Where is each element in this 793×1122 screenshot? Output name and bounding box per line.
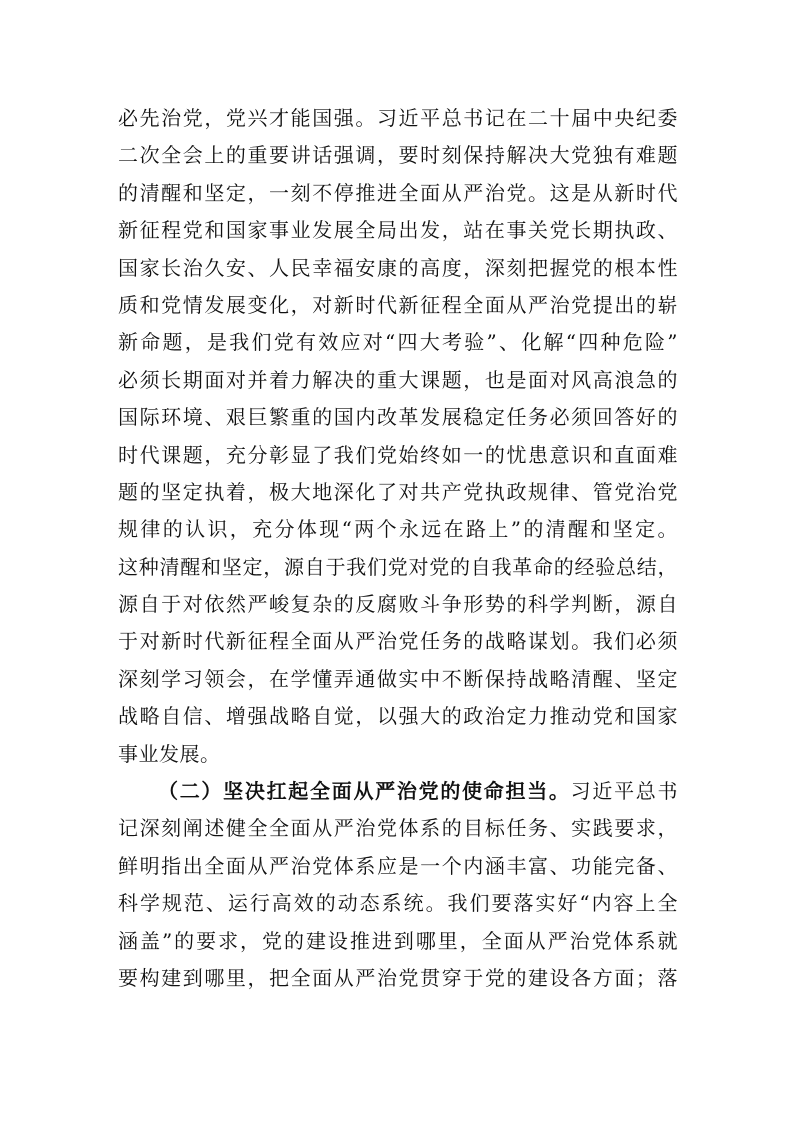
text-line: 于对新时代新征程全面从严治党任务的战略谋划。我们必须 bbox=[118, 629, 678, 654]
text-line: 要构建到哪里，把全面从严治党贯穿于党的建设各方面；落 bbox=[118, 965, 678, 990]
text-line: 事业发展。 bbox=[118, 741, 221, 766]
text-line: 国际环境、艰巨繁重的国内改革发展稳定任务必须回答好的 bbox=[118, 405, 678, 430]
text-line: 涵盖”的要求，党的建设推进到哪里，全面从严治党体系就 bbox=[118, 928, 678, 953]
text-line: 新征程党和国家事业发展全局出发，站在事关党长期执政、 bbox=[118, 218, 678, 243]
text-line: 质和党情发展变化，对新时代新征程全面从严治党提出的崭 bbox=[118, 292, 678, 317]
text-line: 源自于对依然严峻复杂的反腐败斗争形势的科学判断，源自 bbox=[118, 592, 678, 617]
text-span: 习近平总书 bbox=[570, 779, 679, 804]
text-line: 记深刻阐述健全全面从严治党体系的目标任务、实践要求， bbox=[118, 816, 678, 841]
text-line: 规律的认识，充分体现“两个永远在路上”的清醒和坚定。 bbox=[118, 517, 678, 542]
text-line: 必须长期面对并着力解决的重大课题，也是面对风高浪急的 bbox=[118, 367, 678, 392]
document-body bbox=[118, 100, 678, 997]
section-heading: （二）坚决扛起全面从严治党的使命担当。 bbox=[158, 779, 571, 804]
text-line: 二次全会上的重要讲话强调，要时刻保持解决大党独有难题 bbox=[118, 143, 678, 168]
text-line-with-heading bbox=[118, 773, 678, 810]
text-line: 科学规范、运行高效的动态系统。我们要落实好“内容上全 bbox=[118, 891, 678, 916]
text-line: 国家长治久安、人民幸福安康的高度，深刻把握党的根本性 bbox=[118, 255, 678, 280]
paragraph-2 bbox=[118, 773, 678, 997]
text-line: 鲜明指出全面从严治党体系应是一个内涵丰富、功能完备、 bbox=[118, 853, 678, 878]
text-line: 必先治党，党兴才能国强。习近平总书记在二十届中央纪委 bbox=[118, 106, 678, 130]
text-line: 这种清醒和坚定，源自于我们党对党的自我革命的经验总结， bbox=[118, 554, 678, 579]
text-line: 战略自信、增强战略自觉，以强大的政治定力推动党和国家 bbox=[118, 704, 678, 729]
text-line: 深刻学习领会，在学懂弄通做实中不断保持战略清醒、坚定 bbox=[118, 666, 678, 691]
paragraph-1 bbox=[118, 100, 678, 773]
text-line: 题的坚定执着，极大地深化了对共产党执政规律、管党治党 bbox=[118, 479, 678, 504]
text-line: 的清醒和坚定，一刻不停推进全面从严治党。这是从新时代 bbox=[118, 180, 678, 205]
text-line: 新命题，是我们党有效应对“四大考验”、化解“四种危险” bbox=[118, 330, 678, 355]
text-line: 时代课题，充分彰显了我们党始终如一的忧患意识和直面难 bbox=[118, 442, 678, 467]
